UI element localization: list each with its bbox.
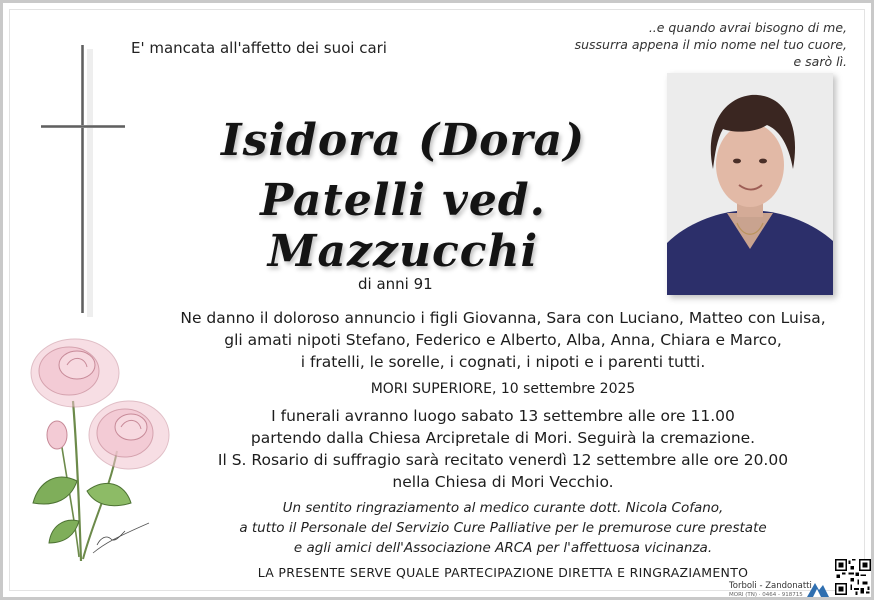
- funeral-home-logo: [729, 581, 812, 598]
- thanks-line: e agli amici dell'Associazione ARCA per l'affettuosa vicinanza.: [293, 540, 713, 556]
- quote-line: ..e quando avrai bisogno di me,: [648, 20, 847, 35]
- cross-icon: [81, 45, 84, 313]
- funeral-line: partendo dalla Chiesa Arcipretale di Mori. Seguirà la cremazione.: [250, 429, 756, 447]
- funeral-line: Il S. Rosario di suffragio sarà recitato venerdì 12 settembre alle ore 20.00: [217, 451, 789, 469]
- thanks-line: a tutto il Personale del Servizio Cure Palliative per le premurose cure prestate: [239, 520, 767, 536]
- funeral-line: I funerali avranno luogo sabato 13 settembre alle ore 11.00: [271, 407, 735, 425]
- acknowledgements: [153, 498, 853, 558]
- announcement-line: Ne danno il doloroso annuncio i figli Giovanna, Sara con Luciano, Matteo con Luisa,: [180, 309, 826, 327]
- deceased-name-last: Patelli ved. Mazzucchi: [260, 175, 546, 277]
- place-date: MORI SUPERIORE, 10 settembre 2025: [370, 381, 636, 397]
- portrait-illustration: [667, 73, 833, 295]
- cross-shadow: [87, 49, 93, 317]
- portrait-photo: [667, 73, 833, 295]
- qr-code[interactable]: [835, 559, 871, 595]
- age: di anni 91: [358, 275, 433, 293]
- thanks-line: Un sentito ringraziamento al medico curante dott. Nicola Cofano,: [282, 500, 724, 516]
- intro-text: E' mancata all'affetto dei suoi cari: [131, 39, 387, 57]
- funeral-line: nella Chiesa di Mori Vecchio.: [392, 473, 614, 491]
- announcement: [163, 307, 843, 373]
- deceased-name-first: Isidora (Dora): [220, 115, 586, 166]
- funeral-home-name: Torboli - Zandonatti: [729, 581, 812, 591]
- quote-line: e sarò lì.: [793, 54, 847, 69]
- announcement-line: i fratelli, le sorelle, i cognati, i nipoti e i parenti tutti.: [300, 353, 706, 371]
- quote-line: sussurra appena il mio nome nel tuo cuore,: [574, 37, 847, 52]
- roses-illustration: [21, 331, 181, 571]
- funeral-details: [163, 405, 843, 493]
- closing-statement: LA PRESENTE SERVE QUALE PARTECIPAZIONE DIRETTA E RINGRAZIAMENTO: [257, 565, 749, 580]
- funeral-home-contact: MORI (TN) · 0464 - 918715: [729, 592, 803, 598]
- announcement-line: gli amati nipoti Stefano, Federico e Alberto, Alba, Anna, Chiara e Marco,: [224, 331, 782, 349]
- quote: [527, 19, 847, 70]
- cross-arm: [41, 125, 125, 128]
- funeral-home-mark-icon: [807, 583, 829, 597]
